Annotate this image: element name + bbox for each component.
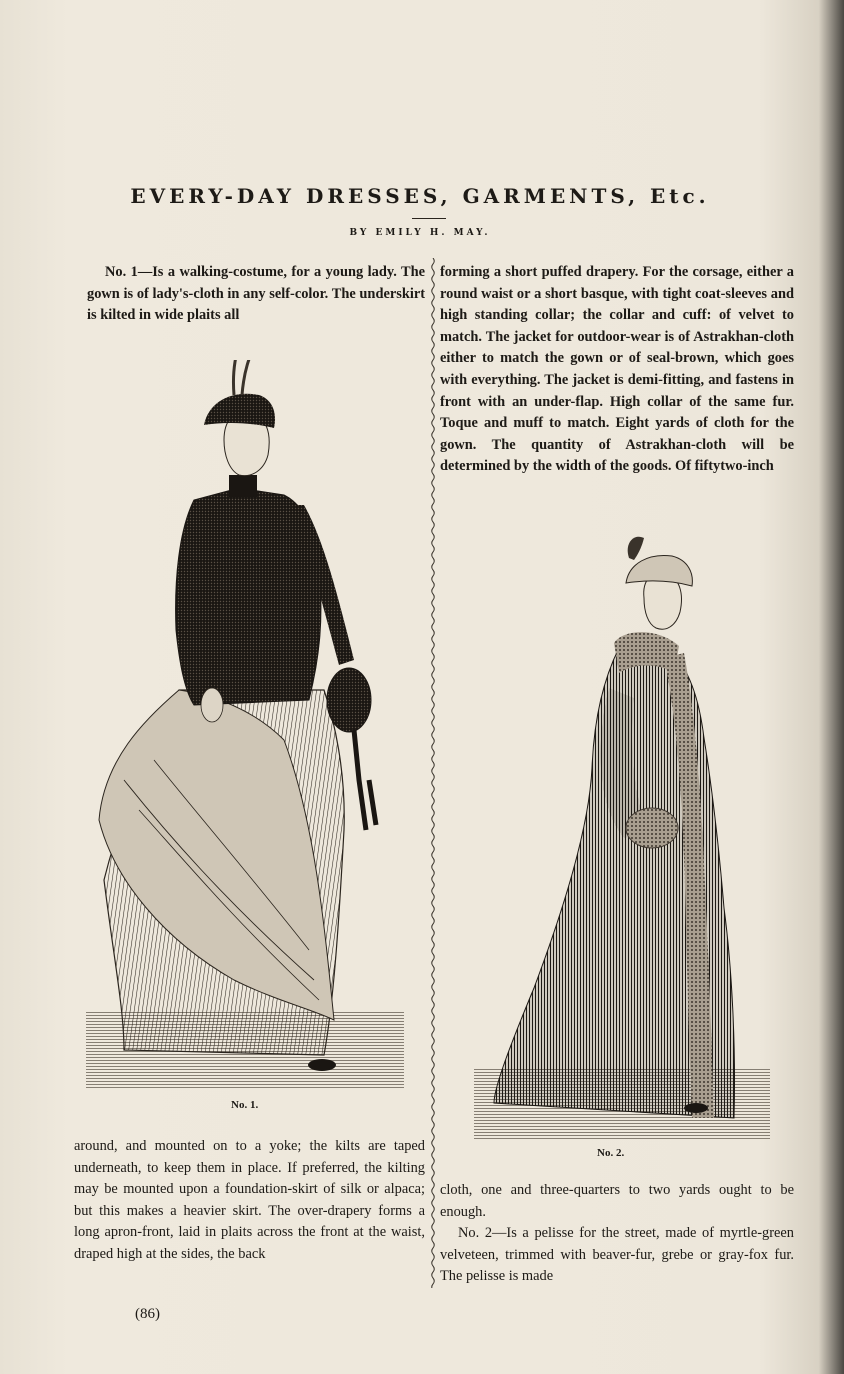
paragraph-cloth-yardage: cloth, one and three-quarters to two yards ought to be enough. (440, 1182, 794, 1220)
figure-caption-no1: No. 1. (231, 1099, 259, 1111)
left-column-intro (87, 262, 425, 327)
left-column-continued (74, 1136, 425, 1266)
article-title: EVERY-DAY DRESSES, GARMENTS, Etc. (130, 184, 710, 208)
paragraph-no1-intro: No. 1—Is a walking-costume, for a young lady. The gown is of lady's-cloth in any self-color. The underskirt is kilted in wide plaits all (87, 264, 425, 324)
right-column-top (440, 262, 794, 478)
title-rule (412, 218, 446, 219)
pelisse-illustration (474, 528, 774, 1143)
paragraph-kilting: around, and mounted on to a yoke; the kilts are taped underneath, to keep them in place. If preferred, the kilting may be mounted upon a foundation-skirt of silk or alpaca; but this makes a heavier skirt. The over-drapery forms a long apron-front, laid in plaits across the front at the waist, draped high at the sides, the back (74, 1138, 425, 1262)
right-column-bottom (440, 1180, 794, 1288)
paragraph-corsage: forming a short puffed drapery. For the corsage, either a round waist or a short basque, with tight coat-sleeves and high standing collar; the collar and cuff: of velvet to match. The jacket for outdoor-wear is of Astrakhan-cloth either to match the gown or of seal-brown, which goes with everything. The jacket is demi-fitting, and fastens in front with an under-flap. High collar of the same fur. Toque and muff to match. Eight yards of cloth for the gown. The quantity of Astrakhan-cloth will be determined by the width of the goods. Of fiftytwo-inch (440, 264, 794, 475)
walking-costume-illustration (84, 360, 414, 1095)
page-number: (86) (135, 1306, 160, 1322)
paragraph-no2-pelisse: No. 2—Is a pelisse for the street, made of myrtle-green velveteen, trimmed with beaver-fur, grebe or gray-fox fur. The pelisse is made (440, 1225, 794, 1285)
fashion-plate-no1 (84, 360, 414, 1095)
article-byline: BY EMILY H. MAY. (349, 228, 491, 238)
fashion-plate-no2 (474, 528, 774, 1143)
column-divider (430, 258, 436, 1288)
figure-caption-no2: No. 2. (597, 1147, 625, 1159)
